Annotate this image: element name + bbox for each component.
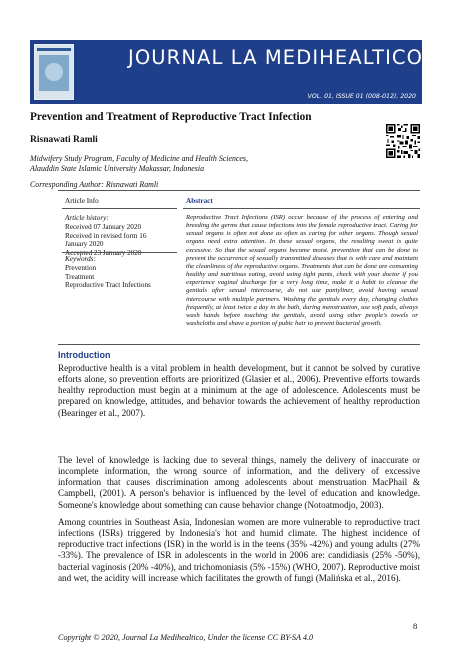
- introduction-heading: Introduction: [58, 350, 111, 360]
- journal-cover-thumbnail: [34, 44, 74, 100]
- abstract-text: Reproductive Tract Infections (ISR) occur because of the process of entering and breeding the germs that cause infections into the female reproductive tract. Caring for sexual organs is often not done as often as caring for other organs. Though sexual organs need extra attention. In these sexual organs, the resulting sweat is quite excessive. So that the sexual organs become moist. prevention that can be done to prevent the occurrence of sexually transmitted diseases that is with care and maintain the cleanliness of the reproductive organs. Treatments that can be done are consuming healthy and nutritious eating, avoid using tight pants, check with your doctor if you experience vaginal discharge for a very long time, make it a habit to cleanse the genitals after sexual intercourse, do not use pantyliner, avoid having sexual intercourse with multiple partners. Washing the genitals every day, changing clothes frequently, at least twice a day in the bath, during menstruation, use soft pads, always wash hands before touching the genitals, avoid using other people's towels or washcloths and shave a portion of pubic hair to prevent bacterial growth.: [186, 214, 418, 328]
- abstract-bottom-divider: [58, 344, 420, 345]
- article-info-header: Article Info: [65, 197, 99, 205]
- journal-volume: VOL. 01, ISSUE 01 (008-012), 2020: [307, 93, 416, 100]
- introduction-paragraph: Among countries in Southeast Asia, Indonesian women are more vulnerable to reproductive tract infections (ISRs) triggered by Indonesia's hot and humid climate. The highest incidence of reproductive tract infections (ISR) in the world is in the teens (35% -42%) and young adults (27% -33%). The prevalence of ISR in adolescents in the world in 2006 are: candidiasis (25% -50%), bacterial vaginosis (20% -40%), and trichomoniasis (5% -15%) (WHO, 2007). Reproductive moist and wet, the acidity will increase which facilitates the growth of fungi (Malińska et al., 2016).: [58, 517, 420, 583]
- introduction-paragraph: Reproductive health is a vital problem in health development, but it cannot be solved by curative efforts alone, so prevention efforts are prioritized (Glasier et al., 2006). Preventive efforts towards healthy reproduction must begin at a minimum at the age of adolescence. Adolescents must be prepared on knowledge, attitudes, and behavior towards the achievement of healthy reproduction (Bearinger et al., 2007).: [58, 363, 420, 418]
- history-line: Received 07 January 2020: [65, 222, 142, 231]
- header-divider: [58, 190, 420, 191]
- keyword-item: Treatment: [65, 272, 95, 281]
- affiliation-line: Midwifery Study Program, Faculty of Medicine and Health Sciences,: [30, 154, 248, 163]
- info-header-divider: [62, 208, 177, 209]
- corresponding-author: Corresponding Author: Risnawati Ramli: [30, 180, 159, 189]
- affiliation-line: Alauddin State Islamic University Makassar, Indonesia: [30, 164, 205, 174]
- article-title: Prevention and Treatment of Reproductive Tract Infection: [30, 111, 312, 123]
- journal-name: JOURNAL LA MEDIHEALTICO: [128, 46, 424, 69]
- history-line: Received in revised form 16: [65, 231, 147, 240]
- abstract-header-divider: [183, 208, 420, 209]
- affiliation: [30, 154, 330, 174]
- page-number: 8: [413, 621, 418, 631]
- author-name: Risnawati Ramli: [30, 135, 98, 145]
- history-line: Accepted 23 January 2020: [65, 249, 142, 258]
- qr-code-icon[interactable]: [386, 124, 420, 158]
- keyword-item: Reproductive Tract Infections: [65, 281, 151, 290]
- keywords: [65, 255, 151, 290]
- history-line: January 2020: [65, 240, 104, 249]
- history-label: Article history:: [65, 214, 109, 222]
- introduction-paragraph: The level of knowledge is lacking due to several things, namely the delivery of inaccurate or incomplete information, the wrong source of information, and the delivery of excessive information that causes discrimination among adolescents about menstruation MacPhail & Campbell, (2001). A person's behavior is influenced by the level of education and knowledge. Someone's knowledge about something can cause behavior change (Notoatmodjo, 2003).: [58, 455, 420, 510]
- keywords-label: Keywords:: [65, 255, 96, 263]
- abstract-header: Abstract: [186, 197, 213, 205]
- copyright-footer: Copyright © 2020, Journal La Medihealtico, Under the license CC BY-SA 4.0: [58, 633, 314, 642]
- keyword-item: Prevention: [65, 263, 97, 272]
- history-divider: [62, 252, 177, 253]
